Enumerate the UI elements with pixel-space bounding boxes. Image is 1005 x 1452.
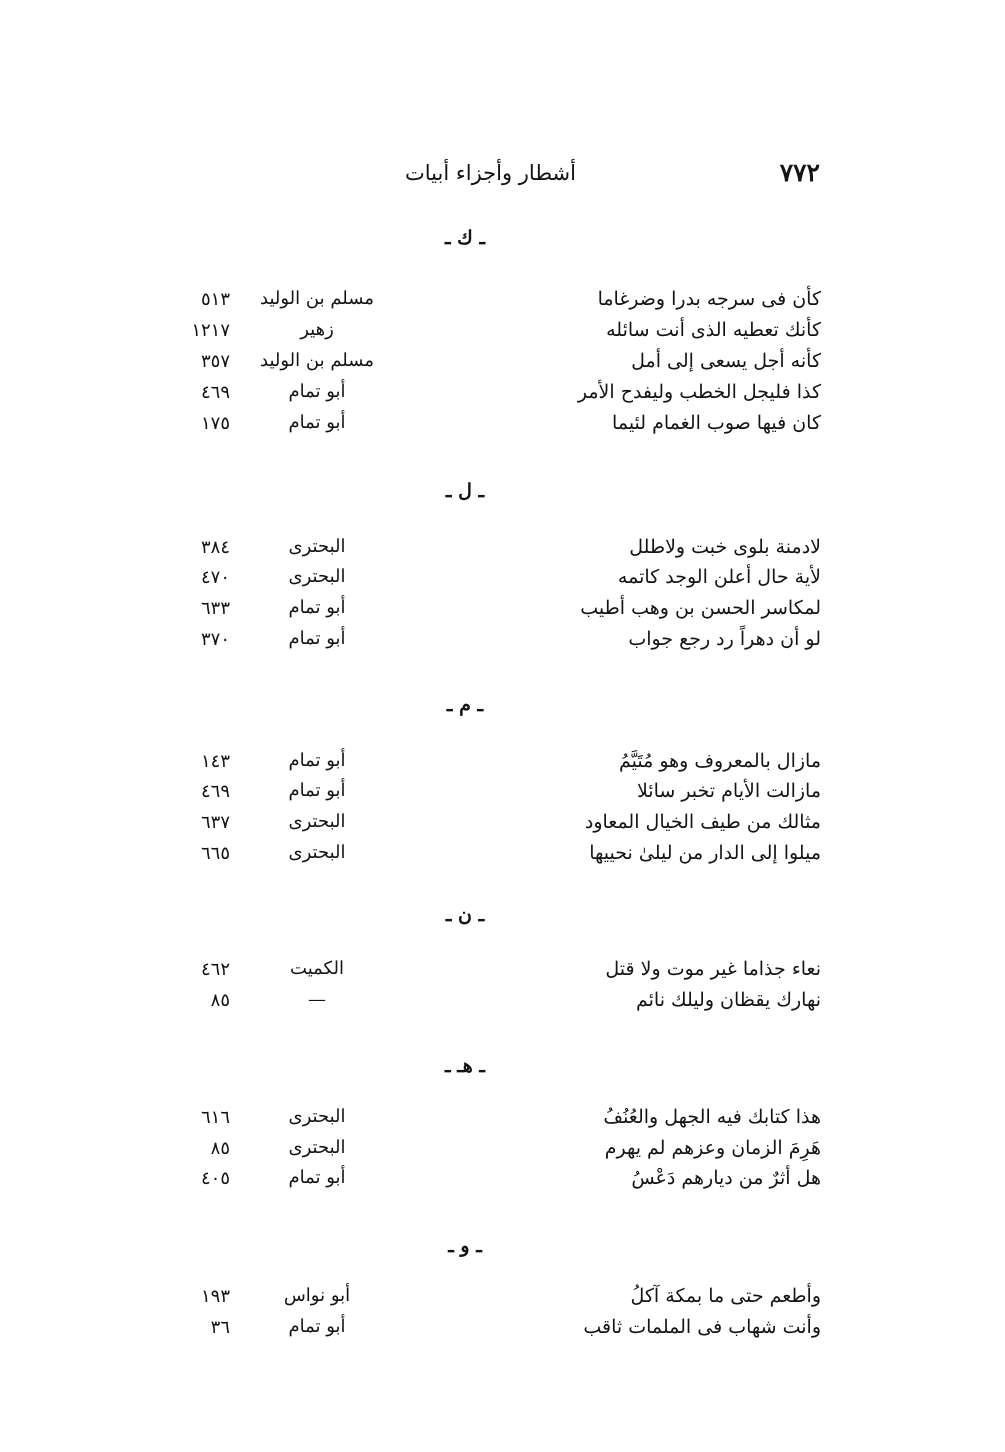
poet-name: أبو تمام (288, 1167, 346, 1188)
page-reference: ١٤٣ (200, 751, 230, 772)
verse-text: نهارك يقظان وليلك نائم (635, 989, 821, 1011)
section-heading-nun: ـ ن ـ (445, 904, 485, 926)
verse-text: هذا كتابك فيه الجهل والعُنُفُ (603, 1106, 821, 1128)
poet-name: مسلم بن الوليد (260, 350, 374, 371)
poet-name: البحترى (288, 536, 346, 557)
verse-text: لأية حال أعلن الوجد كاتمه (617, 566, 821, 588)
index-entry (0, 536, 1005, 566)
poet-name: البحترى (288, 1137, 346, 1158)
verse-text: لو أن دهراً رد رجع جواب (628, 628, 821, 650)
index-entry (0, 381, 1005, 411)
index-entry (0, 958, 1005, 988)
verse-text: مثالك من طيف الخيال المعاود (584, 811, 821, 833)
index-entry (0, 566, 1005, 596)
verse-text: لادمنة بلوى خبت ولاطلل (629, 536, 821, 558)
page-reference: ١٧٥ (200, 413, 230, 434)
page-reference: ٦٣٧ (200, 812, 230, 833)
verse-text: مازالت الأيام تخبر سائلا (636, 780, 821, 802)
verse-text: كأنك تعطيه الذى أنت سائله (606, 319, 821, 341)
page-reference: ٦١٦ (200, 1107, 230, 1128)
page-number: ٧٧٢ (779, 158, 820, 187)
page-reference: ٤٦٩ (200, 781, 230, 802)
verse-text: هل أثرٌ من ديارهم دَعْسُ (631, 1167, 821, 1189)
index-entry (0, 288, 1005, 318)
index-entry (0, 1106, 1005, 1136)
section-heading-mim: ـ م ـ (446, 694, 484, 716)
index-entry (0, 350, 1005, 380)
verse-text: كأن فى سرجه بدرا وضرغاما (597, 288, 821, 310)
poet-name: مسلم بن الوليد (260, 288, 374, 309)
index-entry (0, 1285, 1005, 1315)
section-heading-ha: ـ هـ ـ (445, 1055, 485, 1077)
poet-name: أبو تمام (288, 412, 346, 433)
verse-text: ميلوا إلى الدار من ليلىٰ نحييها (589, 842, 821, 864)
poet-name: أبو تمام (288, 750, 346, 771)
poet-name: أبو تمام (288, 597, 346, 618)
page-reference: ٤٠٥ (200, 1168, 230, 1189)
verse-text: وأطعم حتى ما بمكة آكلُ (630, 1285, 821, 1307)
page-reference: ٨٥ (210, 990, 230, 1011)
page-reference: ٤٧٠ (200, 567, 230, 588)
verse-text: وأنت شهاب فى الملمات ثاقب (583, 1316, 821, 1338)
verse-text: كان فيها صوب الغمام لئيما (612, 412, 821, 434)
index-entry (0, 319, 1005, 349)
poet-name: أبو تمام (288, 1316, 346, 1337)
poet-name: الكميت (290, 958, 344, 979)
poet-name: أبو تمام (288, 381, 346, 402)
index-entry (0, 597, 1005, 627)
running-head (150, 158, 820, 198)
poet-name: البحترى (288, 566, 346, 587)
verse-text: هَرِمَ الزمان وعزهم لم يهرم (604, 1137, 821, 1159)
section-heading-lam: ـ ل ـ (445, 480, 485, 502)
index-entry (0, 1137, 1005, 1167)
poet-name: البحترى (288, 842, 346, 863)
page-reference: ٤٦٩ (200, 382, 230, 403)
poet-name: البحترى (288, 1106, 346, 1127)
index-entry (0, 412, 1005, 442)
page-reference: ٣٦ (210, 1317, 230, 1338)
verse-text: لمكاسر الحسن بن وهب أطيب (580, 597, 821, 619)
verse-text: نعاء جذاما غير موت ولا قتل (605, 958, 821, 980)
index-entry (0, 842, 1005, 872)
section-heading-waw: ـ و ـ (448, 1235, 482, 1257)
page-reference: ٦٣٣ (200, 598, 230, 619)
poet-name: زهير (300, 319, 334, 340)
index-entry (0, 628, 1005, 658)
verse-text: كذا فليجل الخطب وليفدح الأمر (577, 381, 821, 403)
page-reference: ٨٥ (210, 1138, 230, 1159)
index-entry (0, 811, 1005, 841)
page-reference: ٣٧٠ (200, 629, 230, 650)
index-entry (0, 1167, 1005, 1197)
index-entry (0, 989, 1005, 1019)
index-entry (0, 750, 1005, 780)
page-reference: ١٩٣ (200, 1286, 230, 1307)
poet-name: أبو تمام (288, 780, 346, 801)
verse-text: مازال بالمعروف وهو مُتَيَّمُ (618, 750, 821, 772)
page-reference: ٤٦٢ (200, 959, 230, 980)
page-reference: ٣٨٤ (200, 537, 230, 558)
page-reference: ٦٦٥ (200, 843, 230, 864)
page-reference: ١٢١٧ (191, 320, 230, 341)
poet-name: — (308, 989, 326, 1010)
section-heading-kaf: ـ ك ـ (444, 227, 486, 249)
index-entry (0, 1316, 1005, 1346)
page-reference: ٣٥٧ (200, 351, 230, 372)
page-reference: ٥١٣ (200, 289, 230, 310)
page-title: أشطار وأجزاء أبيات (405, 161, 576, 185)
poet-name: أبو تمام (288, 628, 346, 649)
verse-text: كأنه أجل يسعى إلى أمل (631, 350, 821, 372)
index-entry (0, 780, 1005, 810)
poet-name: البحترى (288, 811, 346, 832)
poet-name: أبو نواس (283, 1285, 351, 1306)
